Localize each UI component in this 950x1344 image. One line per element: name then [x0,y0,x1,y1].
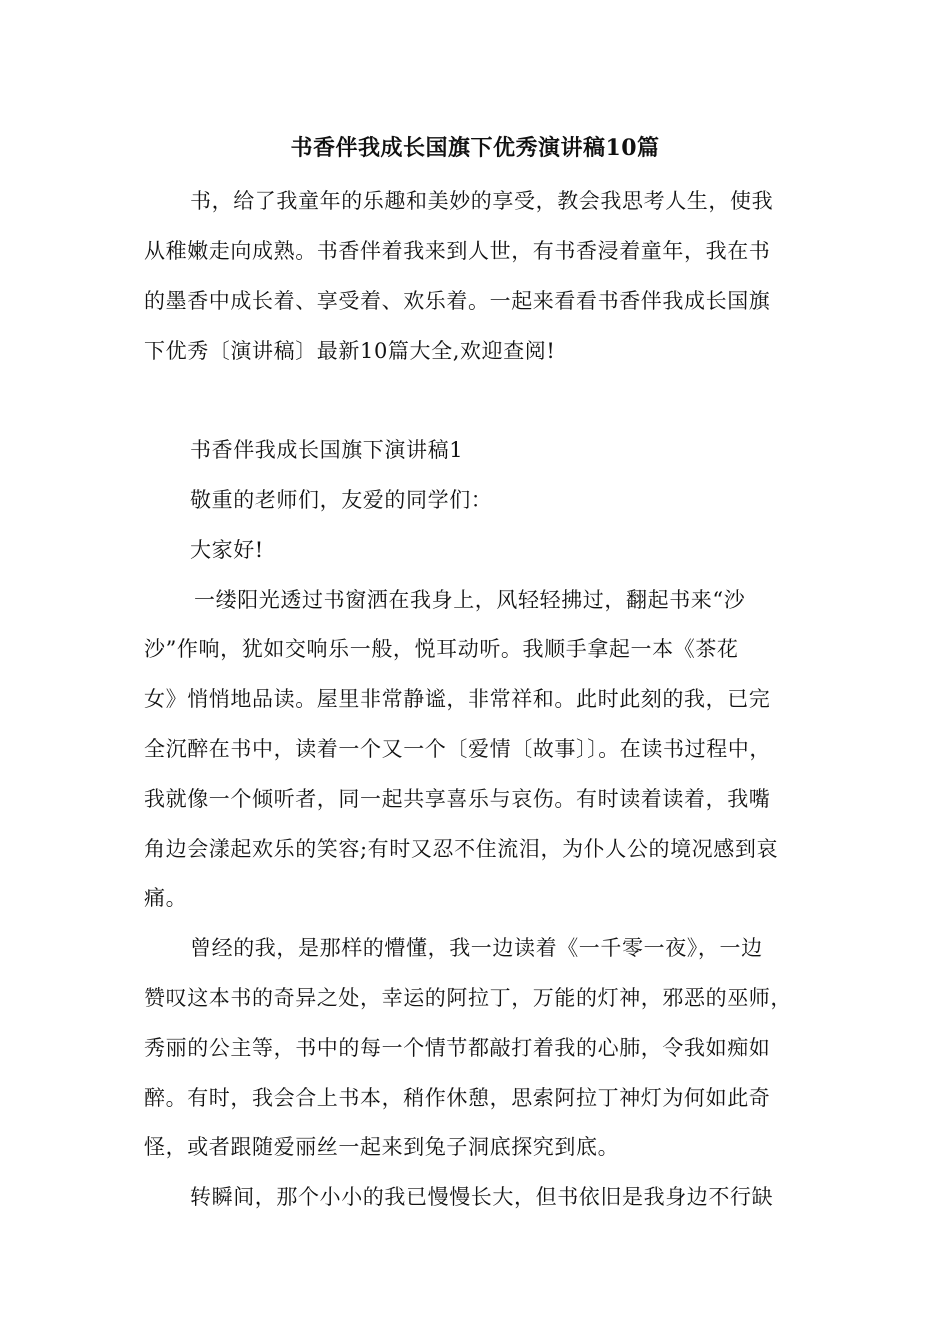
paragraph-line: 下优秀〔演讲稿〕最新10篇大全,欢迎查阅! [144,339,556,363]
section-heading: 书香伴我成长国旗下演讲稿1 [190,438,464,462]
paragraph-line: 痛。 [144,886,188,910]
paragraph-line: 转瞬间，那个小小的我已慢慢长大，但书依旧是我身边不行缺 [190,1185,774,1209]
paragraph-line: 沙”作响，犹如交响乐一般，悦耳动听。我顺手拿起一本《茶花 [144,637,739,661]
paragraph-line: 一缕阳光透过书窗洒在我身上，风轻轻拂过，翻起书来“沙 [194,588,746,612]
paragraph-line: 全沉醉在书中，读着一个又一个〔爱情〔故事〕〕。在读书过程中， [144,737,771,761]
paragraph-line: 赞叹这本书的奇异之处，幸运的阿拉丁，万能的灯神，邪恶的巫师， [144,986,792,1010]
paragraph-line: 的墨香中成长着、享受着、欢乐着。一起来看看书香伴我成长国旗 [144,289,771,313]
paragraph-line: 书，给了我童年的乐趣和美妙的享受，教会我思考人生，使我 [190,189,774,213]
paragraph-line: 曾经的我，是那样的懵懂，我一边读着《一千零一夜》，一边 [190,936,763,960]
paragraph-line: 醉。有时，我会合上书本，稍作休憩，思索阿拉丁神灯为何如此奇 [144,1086,771,1110]
paragraph-line: 角边会漾起欢乐的笑容;有时又忍不住流泪，为仆人公的境况感到哀 [144,837,779,861]
paragraph-line: 从稚嫩走向成熟。书香伴着我来到人世，有书香浸着童年，我在书 [144,239,771,263]
paragraph-line: 怪，或者跟随爱丽丝一起来到兔子洞底探究到底。 [144,1135,620,1159]
greeting: 大家好! [190,538,264,562]
paragraph-line: 秀丽的公主等，书中的每一个情节都敲打着我的心肺，令我如痴如 [144,1036,771,1060]
paragraph-line: 女》悄悄地品读。屋里非常静谧，非常祥和。此时此刻的我，已完 [144,687,771,711]
salutation: 敬重的老师们，友爱的同学们： [190,488,493,512]
document-title: 书香伴我成长国旗下优秀演讲稿10篇 [290,135,660,161]
paragraph-line: 我就像一个倾听者，同一起共享喜乐与哀伤。有时读着读着，我嘴 [144,787,771,811]
